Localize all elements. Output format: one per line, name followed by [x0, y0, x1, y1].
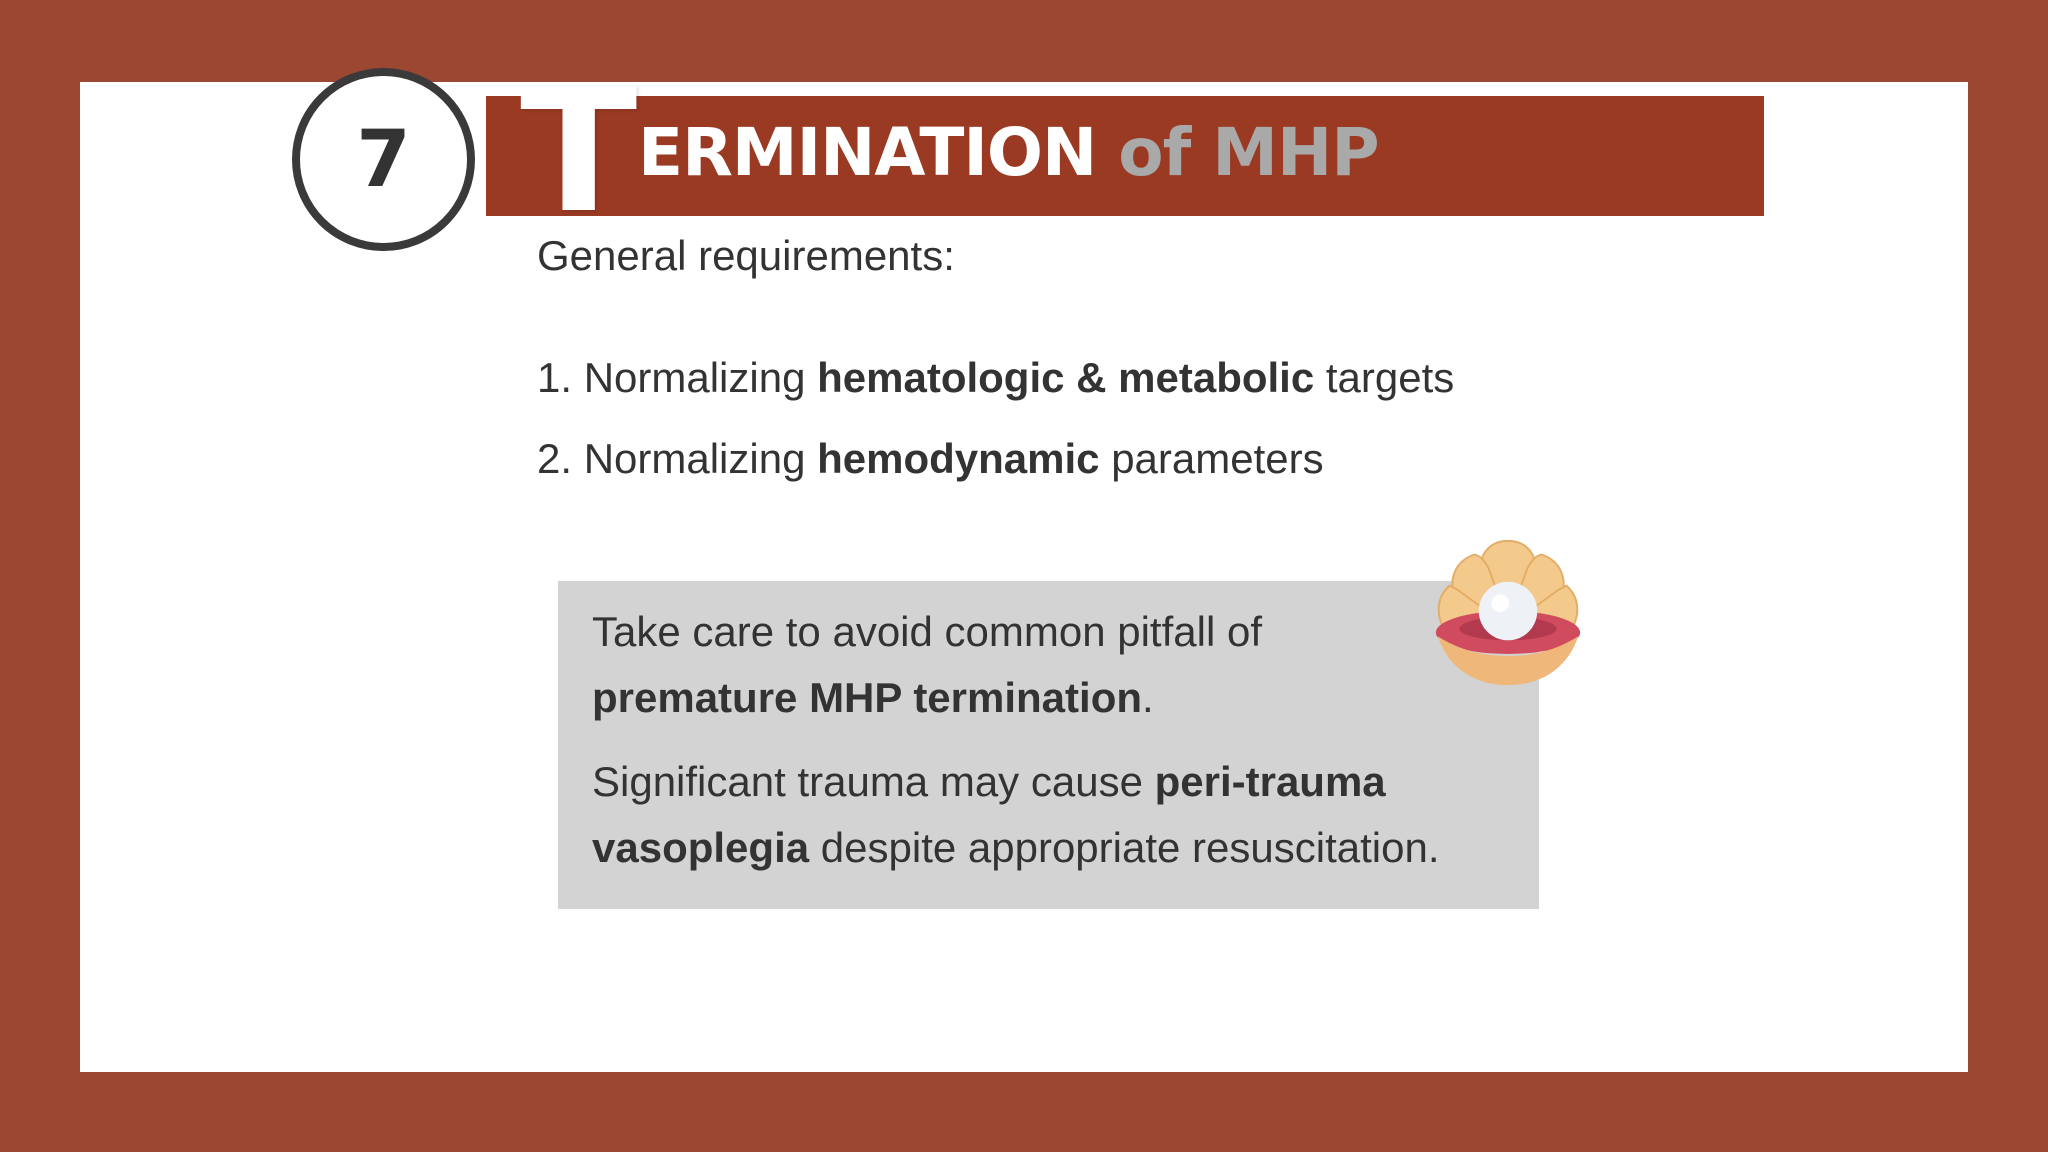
- note-prefix: Significant trauma may cause: [592, 758, 1143, 805]
- title-main: ERMINATION: [638, 114, 1097, 191]
- note-emphasis: peri-trauma: [1154, 758, 1386, 805]
- requirement-number: 1.: [537, 354, 573, 401]
- note-tail: .: [1142, 674, 1154, 721]
- note-line: [592, 674, 1154, 722]
- note-line: [592, 758, 1386, 806]
- requirement-item: [537, 435, 1324, 483]
- step-number-badge: [292, 68, 475, 251]
- requirement-suffix: parameters: [1111, 435, 1324, 482]
- requirement-emphasis: hemodynamic: [817, 435, 1100, 482]
- requirement-prefix: Normalizing: [583, 435, 806, 482]
- slide-title: [638, 114, 1379, 191]
- note-tail: despite appropriate resuscitation.: [820, 824, 1440, 871]
- note-line: [592, 824, 1439, 872]
- pearl-in-shell-icon: [1430, 535, 1586, 691]
- step-number: 7: [356, 114, 411, 205]
- note-emphasis: premature MHP termination: [592, 674, 1142, 721]
- note-line: Take care to avoid common pitfall of: [592, 608, 1262, 655]
- requirement-emphasis: hematologic & metabolic: [817, 354, 1315, 401]
- title-suffix: of MHP: [1118, 114, 1379, 191]
- requirement-number: 2.: [537, 435, 573, 482]
- requirement-item: [537, 354, 1454, 402]
- requirement-prefix: Normalizing: [583, 354, 806, 401]
- title-initial: T: [520, 50, 638, 251]
- note-emphasis: vasoplegia: [592, 824, 810, 871]
- requirement-suffix: targets: [1325, 354, 1455, 401]
- subheading: General requirements:: [537, 232, 955, 279]
